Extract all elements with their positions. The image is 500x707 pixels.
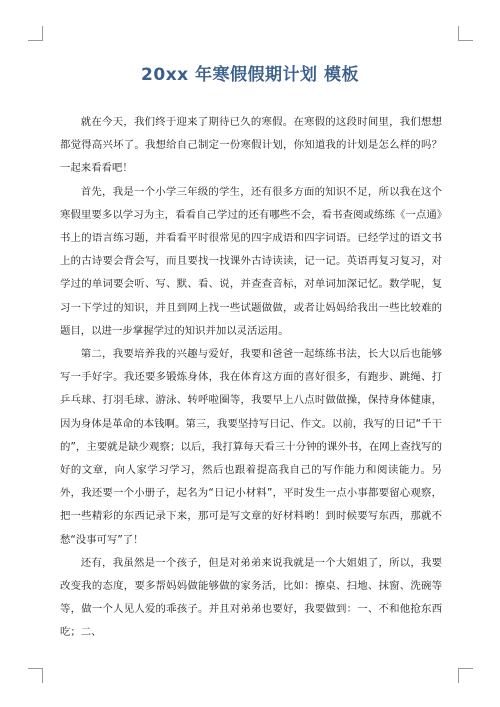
paragraph-hobbies: 第二，我要培养我的兴趣与爱好，我要和爸爸一起练练书法，长大以后也能够写一手好字。我还要多锻炼身体，我在体育这方面的喜好很多，有跑步、跳绳、打乒乓球、打羽毛球、游泳、转呼啦圈等，我要早上八点时做做操，保持身体健康，因为身体是革命的本钱啊。第三，我要坚持写日记、作文。以前，我写的日记“千干的”，主要就是缺少观察；以后，我打算每天看三十分钟的课外书，在网上查找写的好的文章，向人家学习学习，然后也跟着提高我自己的写作能力和阅读能力。另外，我还要一个小册子，起名为“日记小材料”，平时发生一点小事都要留心观察，把一些精彩的东西记录下来，那可是写文章的好材料哟！到时候要写东西，那就不愁“没事可写”了！ (60, 348, 442, 546)
paragraph-intro: 就在今天，我们终于迎来了期待已久的寒假。在寒假的这段时间里，我们想想都觉得高兴坏了。我想给自己制定一份寒假计划，你知道我的计划是怎么样的吗？一起来看看吧！ (60, 116, 442, 175)
paragraph-study: 首先，我是一个小学三年级的学生，还有很多方面的知识不足，所以我在这个寒假里要多以学习为主，看看自己学过的还有哪些不会，看书查阅或练练《一点通》书上的语言练习题，并看看平时很常见的四字成语和四字词语。已经学过的语文书上的古诗要会背会写，而且要找一找课外古诗读读，记一记。英语再复习复习，对学过的单词要会听、写、默、看、说，并查查音标，对单词加深记忆。数学呢，复习一下学过的知识，并且到网上找一些试题做做，或者让妈妈给我出一些比较难的题目，以进一步掌握学过的知识并加以灵活运用。 (60, 185, 442, 337)
crop-mark-top-left (28, 26, 43, 41)
crop-mark-top-right (458, 26, 473, 41)
document-title: 20xx 年寒假假期计划 模板 (141, 65, 359, 85)
crop-mark-bottom-left (28, 668, 43, 683)
crop-mark-bottom-right (458, 668, 473, 683)
document-body (60, 111, 442, 645)
paragraph-chores: 还有，我虽然是一个孩子，但是对弟弟来说我就是一个大姐姐了，所以，我要改变我的态度，要多帮妈妈做能够做的家务活，比如：擦桌、扫地、抹窗、洗碗等等，做一个人见人爱的乖孩子。并且对弟弟也要好，我要做到：一、不和他抢东西吃；二、 (60, 556, 442, 639)
